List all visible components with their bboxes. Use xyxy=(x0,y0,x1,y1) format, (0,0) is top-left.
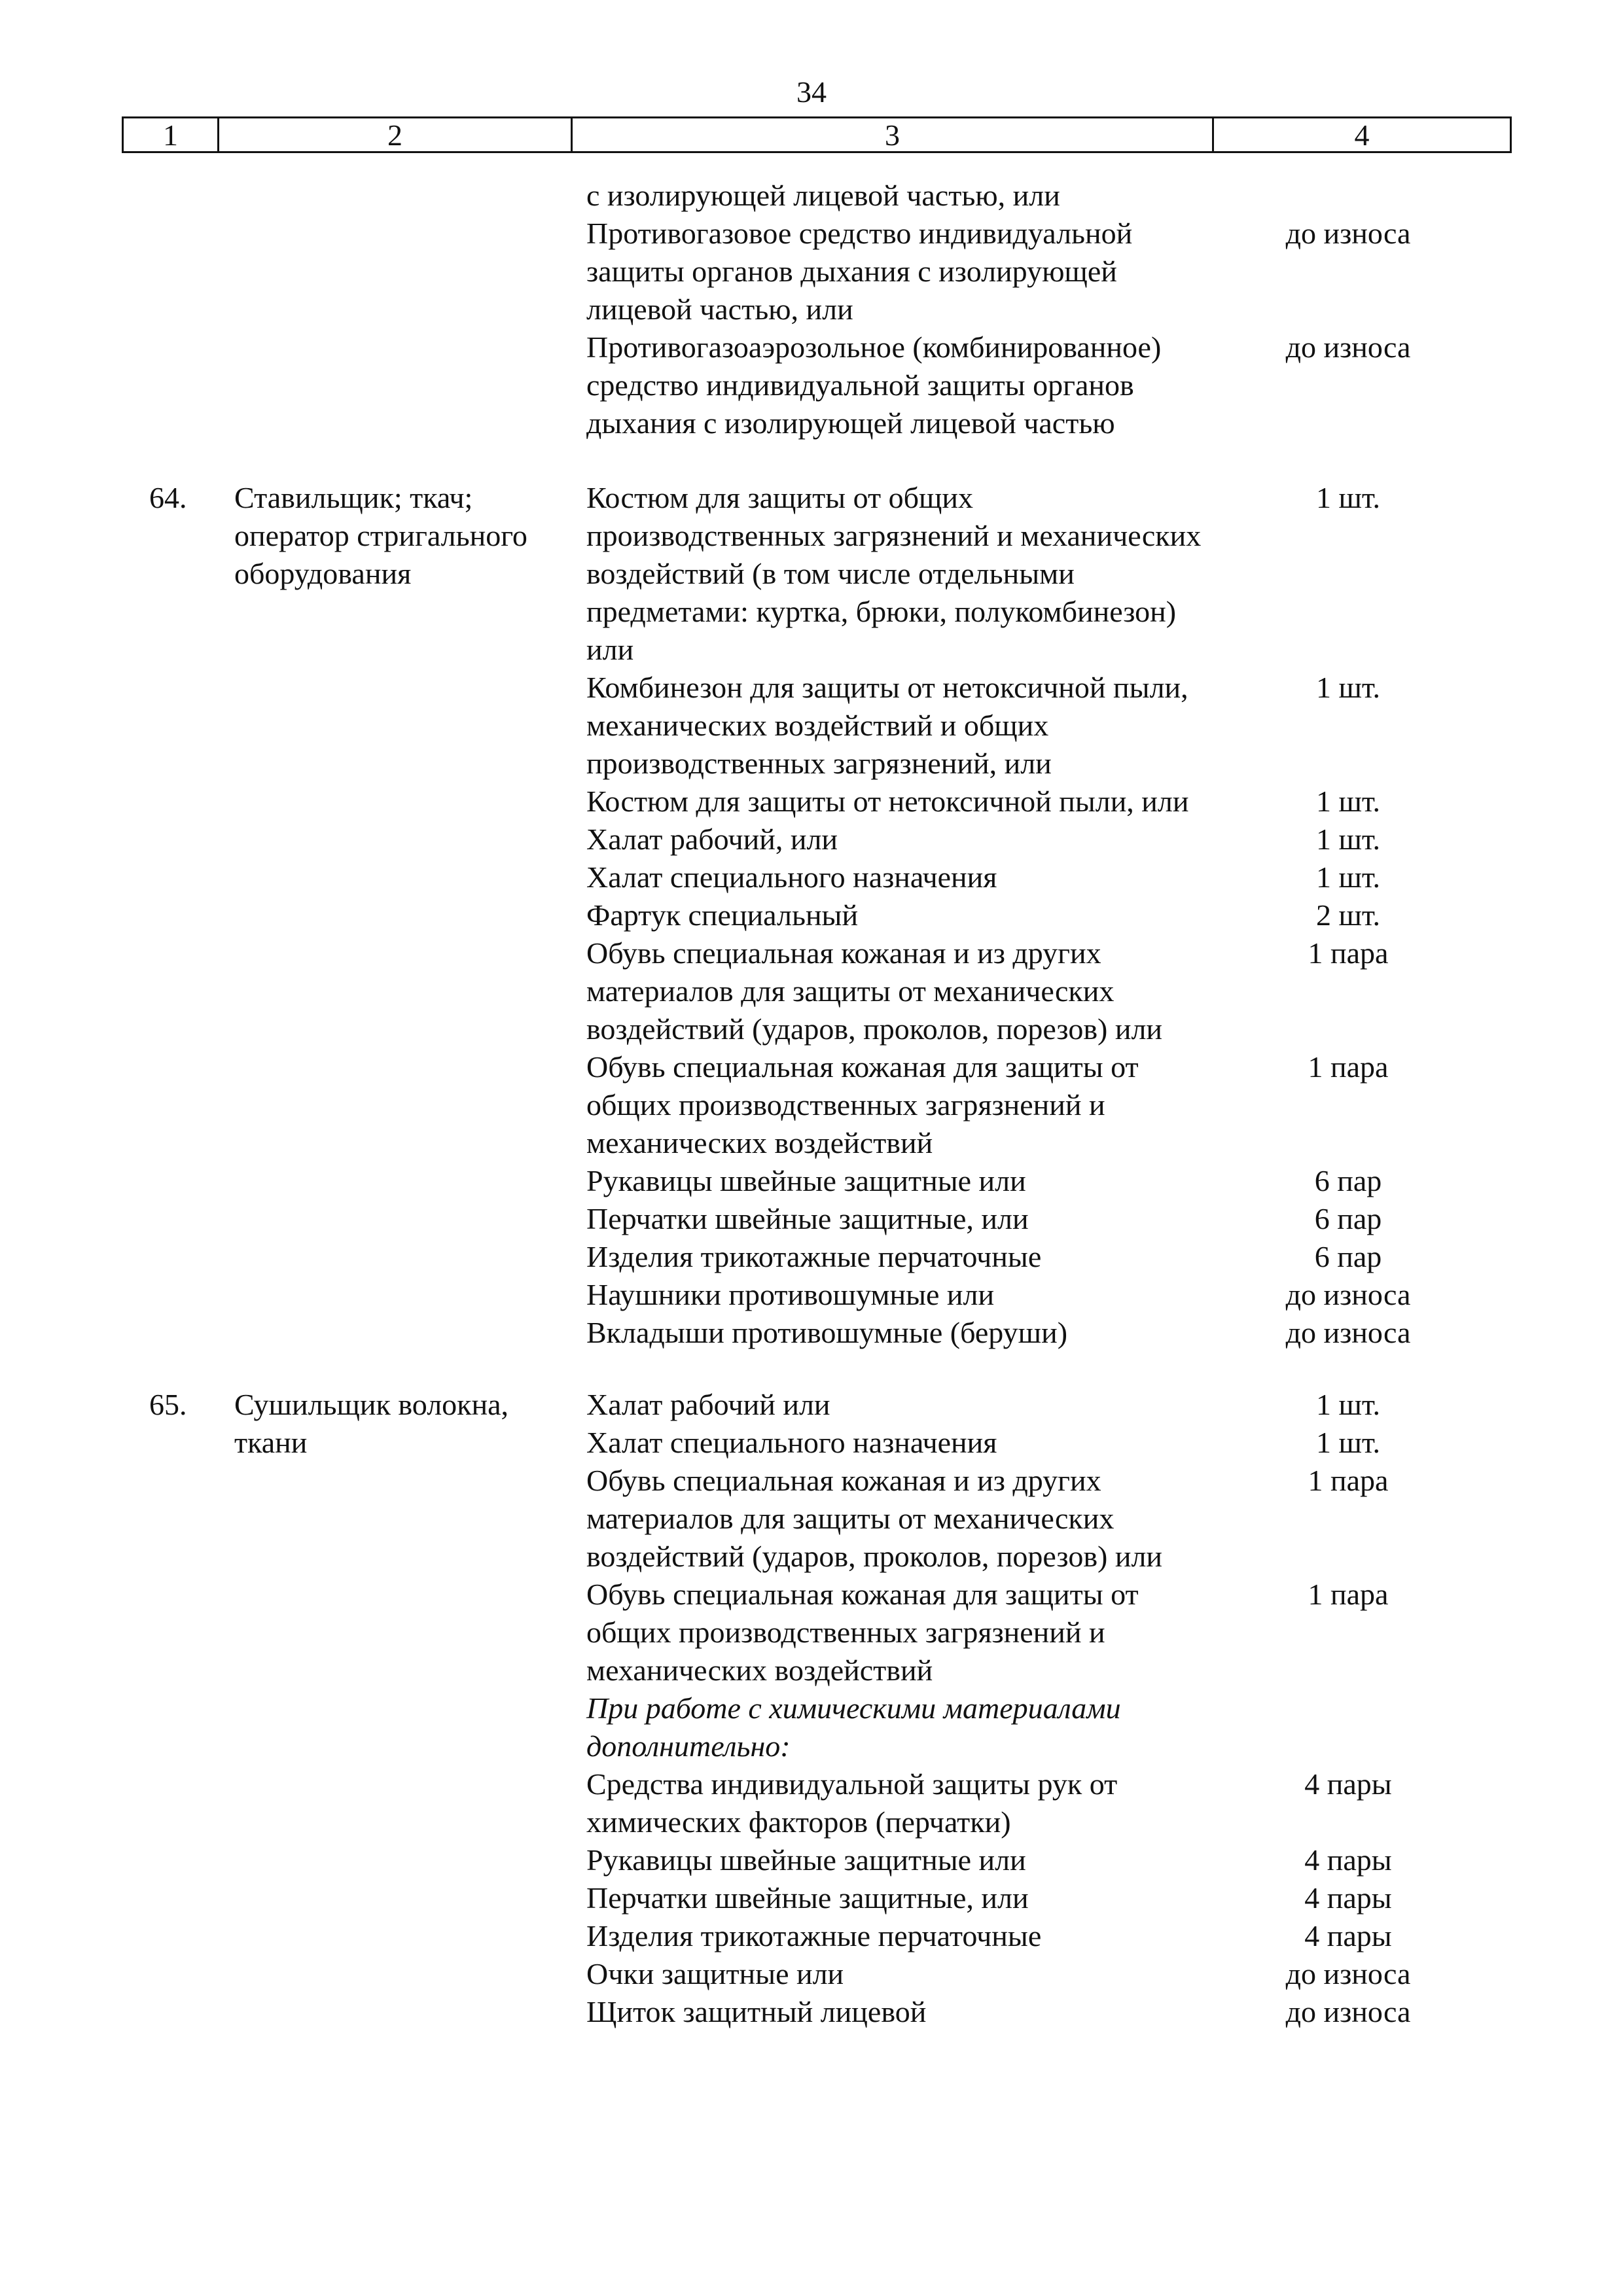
table-group-continuation xyxy=(0,177,1623,442)
item-name: Фартук специальный xyxy=(586,898,859,932)
table-row xyxy=(586,1462,1581,1576)
item-name: Комбинезон для защиты от нетоксичной пыли, механических воздействий и общих производственных загрязнений, или xyxy=(586,671,1188,780)
group-number: 65. xyxy=(149,1388,187,1421)
table-row xyxy=(586,1689,1581,1765)
table-row xyxy=(586,1276,1581,1314)
table-row xyxy=(586,1386,1581,1424)
section-note: При работе с химическими материалами дополнительно: xyxy=(586,1691,1121,1763)
item-quantity: 4 пары xyxy=(1304,1919,1392,1952)
table-row xyxy=(586,479,1581,669)
item-name: Обувь специальная кожаная для защиты от общих производственных загрязнений и механических воздействий xyxy=(586,1578,1139,1687)
column-header-3: 3 xyxy=(573,118,1214,151)
table-row xyxy=(586,1162,1581,1200)
item-name: Противогазовое средство индивидуальной защиты органов дыхания с изолирующей лицевой частью, или xyxy=(586,217,1133,326)
item-name: Очки защитные или xyxy=(586,1957,844,1990)
table-row xyxy=(586,669,1581,783)
table-row xyxy=(586,1993,1581,2031)
item-name: Изделия трикотажные перчаточные xyxy=(586,1240,1042,1273)
item-quantity xyxy=(1230,177,1466,215)
table-row xyxy=(586,934,1581,1048)
item-quantity: 1 пара xyxy=(1308,1464,1389,1497)
item-name: с изолирующей лицевой частью, или xyxy=(586,179,1060,212)
item-quantity: 1 шт. xyxy=(1315,481,1381,514)
item-name: Халат специального назначения xyxy=(586,1426,997,1459)
group-items xyxy=(586,1386,1581,2031)
item-quantity: 1 пара xyxy=(1308,1578,1389,1611)
item-quantity: 4 пары xyxy=(1304,1843,1392,1877)
item-name: Перчатки швейные защитные, или xyxy=(586,1881,1029,1915)
item-quantity: 1 шт. xyxy=(1315,860,1381,894)
page-number: 34 xyxy=(796,75,827,109)
item-name: Средства индивидуальной защиты рук от химических факторов (перчатки) xyxy=(586,1767,1118,1839)
item-quantity: 2 шт. xyxy=(1315,898,1381,932)
item-name: Наушники противошумные или xyxy=(586,1278,995,1311)
table-row xyxy=(586,858,1581,896)
item-name: Рукавицы швейные защитные или xyxy=(586,1843,1026,1877)
table-row xyxy=(586,328,1581,442)
item-name: Халат рабочий, или xyxy=(586,822,838,856)
item-name: Щиток защитный лицевой xyxy=(586,1995,927,2028)
table-row xyxy=(586,1841,1581,1879)
table-row xyxy=(586,1879,1581,1917)
item-quantity: 1 пара xyxy=(1308,1050,1389,1084)
column-header-row xyxy=(122,116,1512,153)
table-row xyxy=(586,215,1581,328)
profession-name: Сушильщик волокна, ткани xyxy=(234,1388,509,1459)
item-name: Обувь специальная кожаная и из других материалов для защиты от механических воздействий (ударов, проколов, порезов) или xyxy=(586,936,1163,1046)
table-row xyxy=(586,1238,1581,1276)
ppe-table-body xyxy=(0,177,1623,2031)
item-quantity: 1 шт. xyxy=(1315,822,1381,856)
item-quantity: 6 пар xyxy=(1314,1164,1382,1197)
item-name: Обувь специальная кожаная для защиты от общих производственных загрязнений и механических воздействий xyxy=(586,1050,1139,1159)
table-row xyxy=(586,1314,1581,1352)
group-items xyxy=(586,177,1581,442)
item-name: Рукавицы швейные защитные или xyxy=(586,1164,1026,1197)
item-name: Костюм для защиты от общих производственных загрязнений и механических воздействий (в том числе отдельными предметами: куртка, брюки, полукомбинезон) или xyxy=(586,481,1202,666)
table-row xyxy=(586,821,1581,858)
table-row xyxy=(586,1424,1581,1462)
table-group-65 xyxy=(0,1386,1623,2031)
item-quantity: 1 шт. xyxy=(1315,671,1381,704)
item-quantity: 1 шт. xyxy=(1315,785,1381,818)
column-header-2: 2 xyxy=(219,118,573,151)
table-row xyxy=(586,1576,1581,1689)
item-quantity: до износа xyxy=(1285,1995,1411,2028)
item-quantity: до износа xyxy=(1285,330,1411,364)
item-quantity: до износа xyxy=(1285,1316,1411,1349)
item-quantity: 6 пар xyxy=(1314,1202,1382,1235)
table-row xyxy=(586,177,1581,215)
item-quantity: 1 шт. xyxy=(1315,1426,1381,1459)
item-name: Костюм для защиты от нетоксичной пыли, или xyxy=(586,785,1189,818)
item-name: Обувь специальная кожаная и из других материалов для защиты от механических воздействий (ударов, проколов, порезов) или xyxy=(586,1464,1163,1573)
item-quantity xyxy=(1230,1689,1466,1765)
group-number: 64. xyxy=(149,481,187,514)
table-row xyxy=(586,1765,1581,1841)
table-row xyxy=(586,896,1581,934)
group-items xyxy=(586,479,1581,1352)
item-name: Перчатки швейные защитные, или xyxy=(586,1202,1029,1235)
column-header-1: 1 xyxy=(124,118,219,151)
item-quantity: 6 пар xyxy=(1314,1240,1382,1273)
item-quantity: 1 пара xyxy=(1308,936,1389,970)
item-quantity: 1 шт. xyxy=(1315,1388,1381,1421)
item-name: Противогазоаэрозольное (комбинированное) средство индивидуальной защиты органов дыхания с изолирующей лицевой частью xyxy=(586,330,1162,440)
column-header-4: 4 xyxy=(1354,118,1370,152)
item-name: Изделия трикотажные перчаточные xyxy=(586,1919,1042,1952)
table-row xyxy=(586,1955,1581,1993)
item-quantity: до износа xyxy=(1285,1957,1411,1990)
item-quantity: до износа xyxy=(1285,1278,1411,1311)
item-quantity: 4 пары xyxy=(1304,1881,1392,1915)
item-quantity: до износа xyxy=(1285,217,1411,250)
table-row xyxy=(586,783,1581,821)
table-row xyxy=(586,1200,1581,1238)
item-name: Халат специального назначения xyxy=(586,860,997,894)
table-row xyxy=(586,1048,1581,1162)
profession-name: Ставильщик; ткач; оператор стригального оборудования xyxy=(234,481,527,590)
table-row xyxy=(586,1917,1581,1955)
item-name: Халат рабочий или xyxy=(586,1388,830,1421)
item-name: Вкладыши противошумные (беруши) xyxy=(586,1316,1068,1349)
item-quantity: 4 пары xyxy=(1304,1767,1392,1801)
table-group-64 xyxy=(0,479,1623,1352)
